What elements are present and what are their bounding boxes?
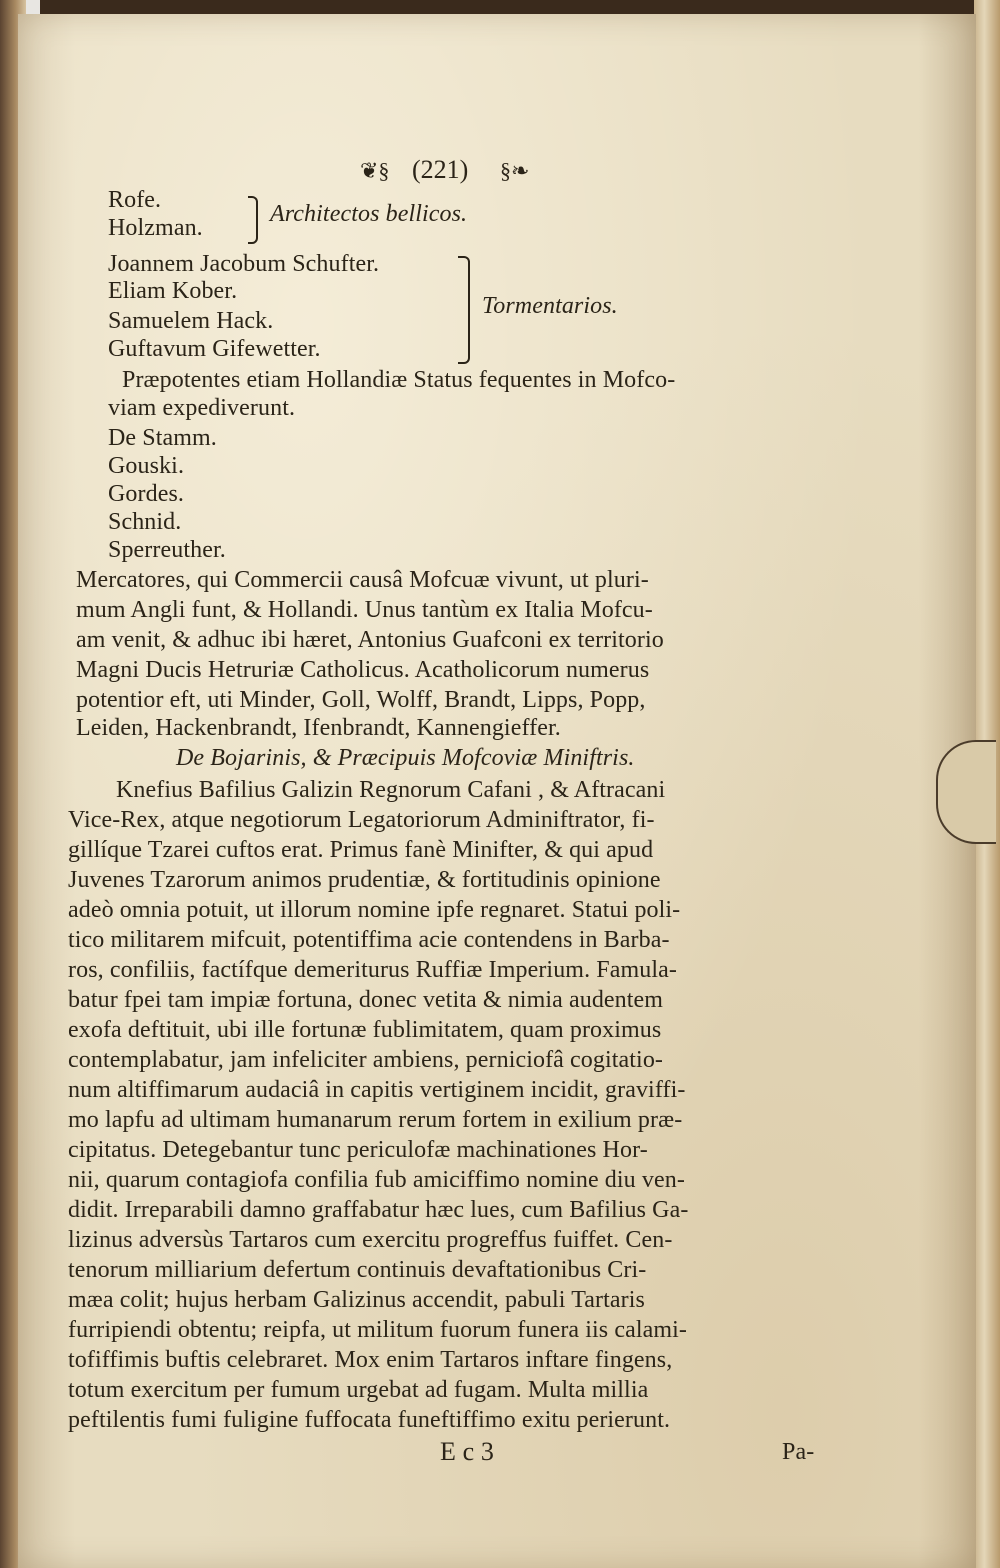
text-line: am venit, & adhuc ibi hæret, Antonius Guafconi ex territorio <box>76 627 664 653</box>
architect-name: Holzman. <box>108 215 203 241</box>
architect-name: Rofe. <box>108 187 162 213</box>
paragraph-line: lizinus adversùs Tartaros cum exercitu progreffus fuiffet. Cen- <box>68 1227 673 1253</box>
paragraph-line: gillíque Tzarei cuftos erat. Primus fanè Minifter, & qui apud <box>68 837 654 863</box>
paragraph-line: adeò omnia potuit, ut illorum nomine ipfe regnaret. Statui poli- <box>68 897 681 923</box>
catchword: Pa- <box>782 1439 815 1465</box>
text-line: Leiden, Hackenbrandt, Ifenbrandt, Kannengieffer. <box>76 715 561 741</box>
ornament-right: §❧ <box>500 158 530 183</box>
page-number: (221) <box>412 155 469 184</box>
signature-mark: E c 3 <box>440 1437 494 1466</box>
text-line: potentior eft, uti Minder, Goll, Wolff, Brandt, Lipps, Popp, <box>76 687 646 713</box>
paragraph-line: ros, confiliis, factífque demeriturus Ruffiæ Imperium. Famula- <box>68 957 677 983</box>
paragraph-line: didit. Irreparabili damno graffabatur hæc lues, cum Bafilius Ga- <box>68 1197 689 1223</box>
paragraph-line: mo lapfu ad ultimam humanarum rerum fortem in exilium præ- <box>68 1107 683 1133</box>
text-line: viam expediverunt. <box>108 395 296 421</box>
paragraph-line: peftilentis fumi fuligine fuffocata funeftiffimo exitu perierunt. <box>68 1407 671 1433</box>
text-line: De Stamm. <box>108 425 217 451</box>
gunner-name: Guftavum Gifewetter. <box>108 336 321 362</box>
paragraph-line: nii, quarum contagiofa confilia fub amiciffimo nomine diu ven- <box>68 1167 685 1193</box>
paragraph-line: num altiffimarum audaciâ in capitis vertiginem incidit, graviffi- <box>68 1077 686 1103</box>
text-line: Præpotentes etiam Hollandiæ Status fequentes in Mofco- <box>122 367 676 393</box>
paragraph-line: tofiffimis buftis celebraret. Mox enim Tartaros inftare fingens, <box>68 1347 673 1373</box>
paragraph-line: Vice-Rex, atque negotiorum Legatoriorum Adminiftrator, fi- <box>68 807 655 833</box>
text-line: Sperreuther. <box>108 537 226 563</box>
gunner-name: Samuelem Hack. <box>108 308 274 334</box>
paragraph-line: Juvenes Tzarorum animos prudentiæ, & fortitudinis opinione <box>68 867 661 893</box>
gunner-name: Joannem Jacobum Schufter. <box>108 251 380 277</box>
text-line: Gordes. <box>108 481 185 507</box>
text-line: Magni Ducis Hetruriæ Catholicus. Acatholicorum numerus <box>76 657 650 683</box>
paragraph-line: cipitatus. Detegebantur tunc periculofæ machinationes Hor- <box>68 1137 648 1163</box>
brace <box>458 256 470 364</box>
paragraph-line: contemplabatur, jam infeliciter ambiens, perniciofâ cogitatio- <box>68 1047 664 1073</box>
paragraph-line: exofa deftituit, ubi ille fortunæ fublimitatem, quam proximus <box>68 1017 662 1043</box>
text-line: Gouski. <box>108 453 185 479</box>
paragraph-line: tenorum milliarium defertum continuis devaftationibus Cri- <box>68 1257 647 1283</box>
architects-label: Architectos bellicos. <box>270 201 468 227</box>
ornament-left: ❦§ <box>360 158 390 183</box>
brace <box>248 196 258 244</box>
gunners-label: Tormentarios. <box>482 293 618 319</box>
paragraph-line: furripiendi obtentu; reipfa, ut militum fuorum funera iis calami- <box>68 1317 687 1343</box>
paragraph-line: Knefius Bafilius Galizin Regnorum Cafani , & Aftracani <box>116 777 666 803</box>
section-heading: De Bojarinis, & Præcipuis Mofcoviæ Miniftris. <box>176 745 635 771</box>
paragraph-line: tico militarem mifcuit, potentiffima acie contendens in Barba- <box>68 927 670 953</box>
clasp-tab <box>936 740 996 844</box>
text-line: Mercatores, qui Commercii causâ Mofcuæ vivunt, ut pluri- <box>76 567 649 593</box>
text-line: Schnid. <box>108 509 182 535</box>
text-line: mum Angli funt, & Hollandi. Unus tantùm ex Italia Mofcu- <box>76 597 653 623</box>
paragraph-line: mæa colit; hujus herbam Galizinus accendit, pabuli Tartaris <box>68 1287 645 1313</box>
paragraph-line: batur fpei tam impiæ fortuna, donec vetita & nimia audentem <box>68 987 664 1013</box>
gunner-name: Eliam Kober. <box>108 278 238 304</box>
paragraph-line: totum exercitum per fumum urgebat ad fugam. Multa millia <box>68 1377 649 1403</box>
